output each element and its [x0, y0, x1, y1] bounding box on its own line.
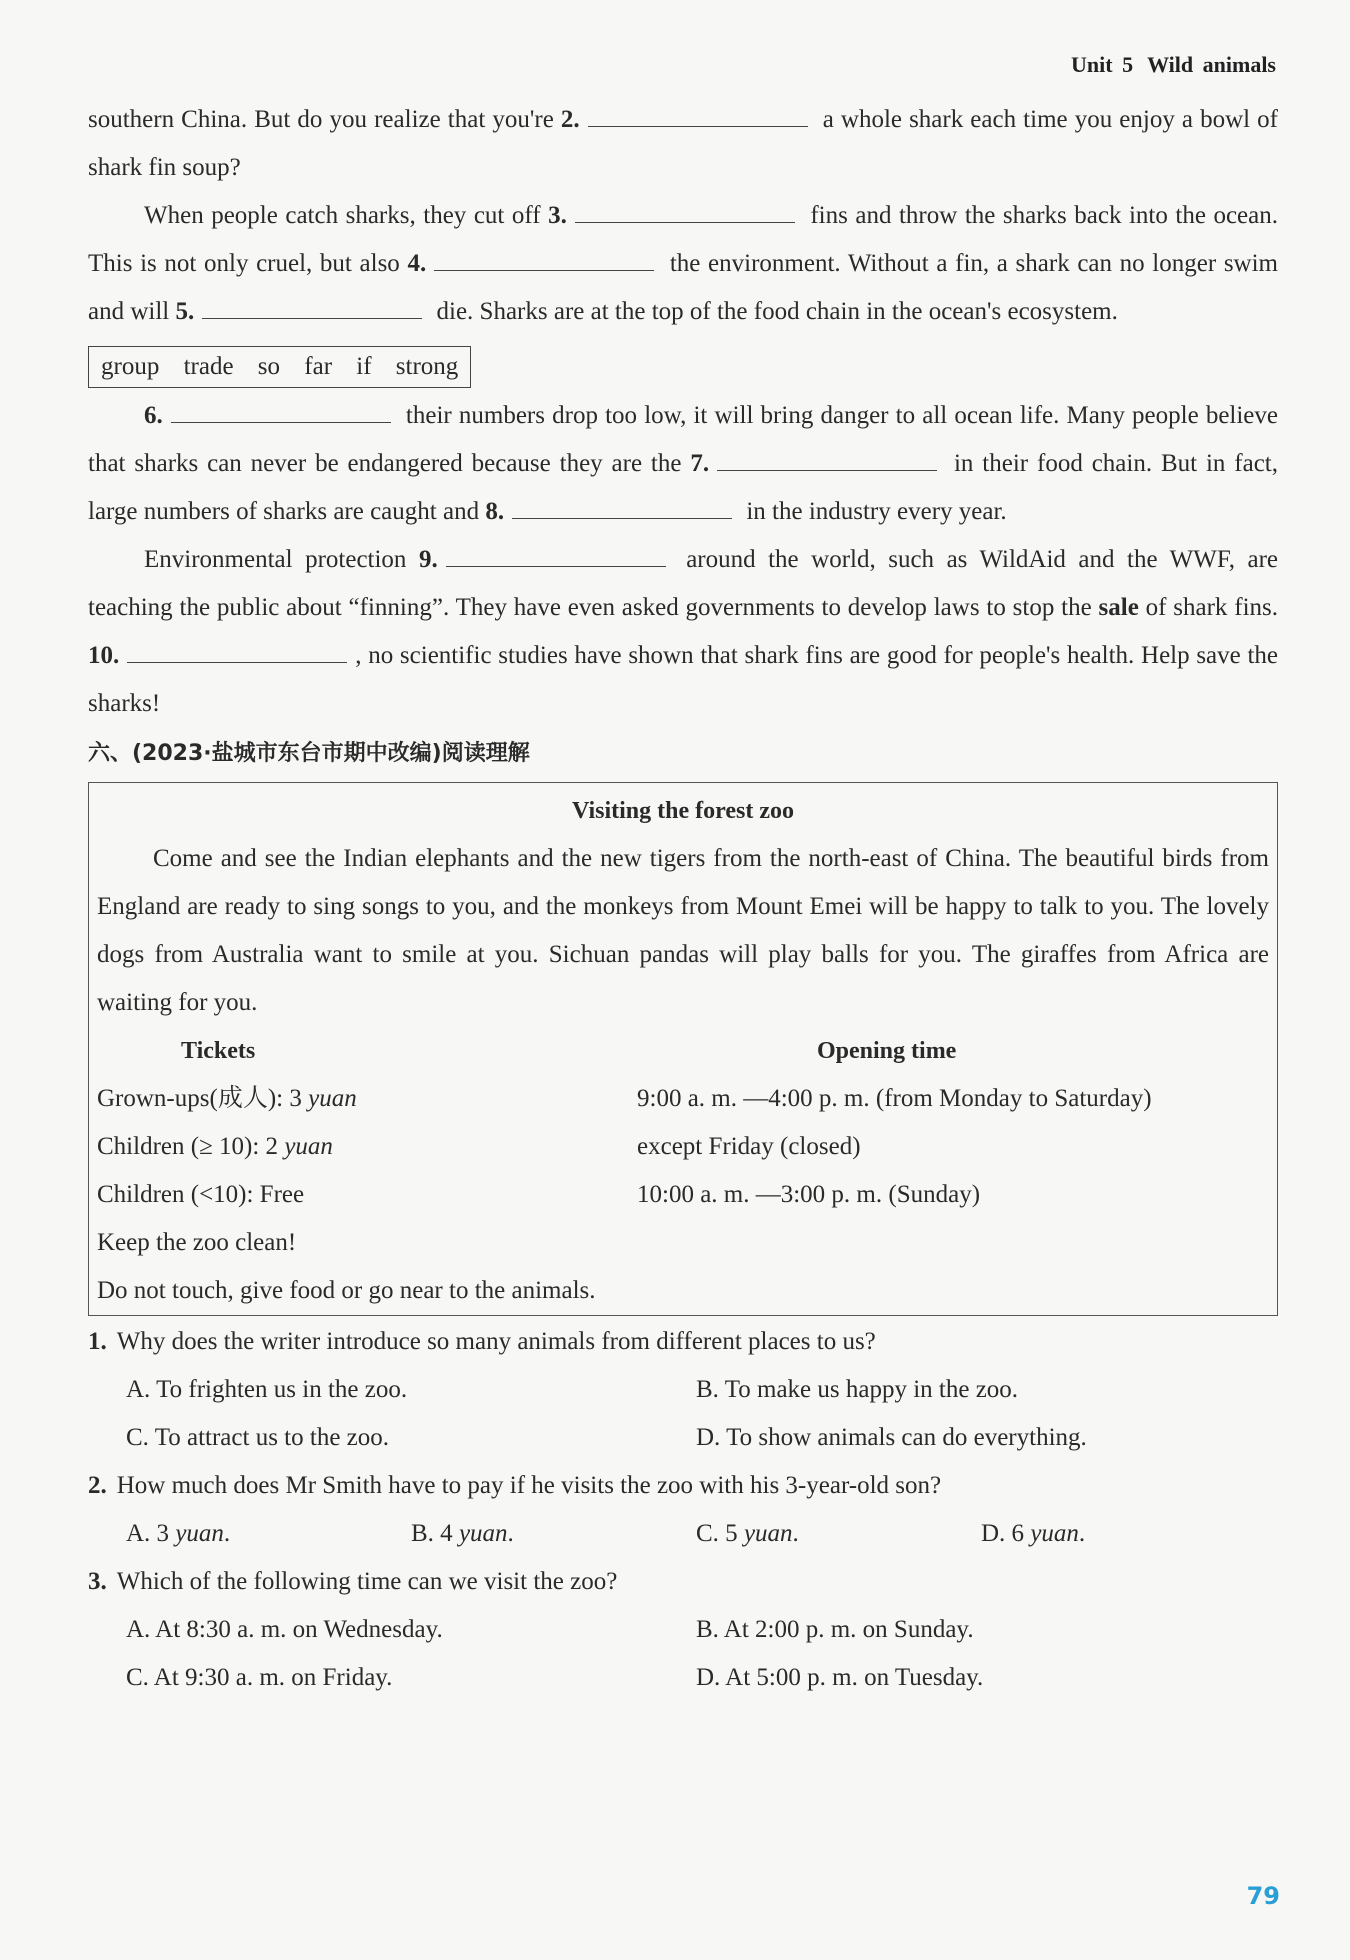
zoo-info-columns	[97, 1027, 1269, 1219]
question-3	[88, 1558, 1278, 1606]
text-run: a whole shark each time you enjoy a bowl of shark fin soup?	[88, 106, 1278, 181]
options-row	[88, 1606, 1278, 1654]
question-2	[88, 1462, 1278, 1510]
options-row	[88, 1414, 1278, 1462]
text-run: A. 3	[126, 1520, 176, 1547]
text-run: .	[507, 1520, 514, 1547]
options-row	[88, 1510, 1278, 1558]
blank-5[interactable]	[202, 296, 422, 319]
paragraph-2	[88, 192, 1278, 336]
blank-number: 6.	[144, 402, 163, 429]
text-run: D. 6	[981, 1520, 1031, 1547]
text-run: When people catch sharks, they cut off	[144, 202, 549, 229]
question-list	[88, 1318, 1278, 1702]
zoo-notice-box	[88, 782, 1278, 1316]
option-b[interactable]: B. To make us happy in the zoo.	[696, 1376, 1019, 1403]
text-run: in their food chain. But in fact, large numbers of sharks are caught and	[88, 450, 1278, 525]
text-run: B. 4	[411, 1520, 459, 1547]
question-number: 1.	[88, 1328, 107, 1355]
page-content	[88, 96, 1278, 1702]
page-header	[1071, 52, 1276, 78]
zoo-intro: Come and see the Indian elephants and the new tigers from the north-east of China. The beautiful birds from England are ready to sing songs to you, and the monkeys from Mount Emei will be happy to talk to you. The lovely dogs from Australia want to smile at you. Sichuan pandas will play balls for you. The giraffes from Africa are waiting for you.	[97, 845, 1269, 1016]
text-run: yuan	[1030, 1520, 1079, 1547]
text-run: .	[1078, 1520, 1086, 1547]
options-row	[88, 1654, 1278, 1702]
option-a[interactable]	[126, 1510, 411, 1558]
blank-2[interactable]	[588, 104, 808, 127]
text-run: around the world, such as WildAid and the WWF, are teaching the public about “finning”. They have even asked governments to develop laws to stop the	[88, 546, 1278, 621]
unit-title: Wild animals	[1147, 52, 1276, 77]
opening-row-weekdays: 9:00 a. m. —4:00 p. m. (from Monday to Saturday)	[637, 1085, 1152, 1112]
word-bank-box: group trade so far if strong	[88, 346, 471, 388]
text-run: yuan	[743, 1520, 793, 1547]
text-run: Children (≥ 10): 2	[97, 1133, 285, 1160]
unit-label: Unit 5	[1071, 52, 1134, 77]
blank-number: 4.	[407, 250, 427, 277]
text-run: fins and throw the sharks back into the ocean. This is not only cruel, but also	[88, 202, 1278, 277]
opening-heading: Opening time	[817, 1038, 957, 1064]
option-d[interactable]: D. At 5:00 p. m. on Tuesday.	[696, 1664, 984, 1691]
opening-row-except: except Friday (closed)	[637, 1133, 861, 1160]
text-run: their numbers drop too low, it will bring danger to all ocean life. Many people believe that sharks can never be endangered because they are the	[88, 402, 1278, 477]
paragraph-4	[88, 536, 1278, 728]
option-c[interactable]	[696, 1510, 981, 1558]
options-row	[88, 1366, 1278, 1414]
blank-3[interactable]	[575, 200, 795, 223]
tickets-heading: Tickets	[181, 1038, 256, 1064]
option-d[interactable]: D. To show animals can do everything.	[696, 1424, 1087, 1451]
paragraph-1	[88, 96, 1278, 192]
text-run: .	[792, 1520, 799, 1547]
text-run: southern China. But do you realize that you're	[88, 106, 561, 133]
blank-4[interactable]	[434, 248, 654, 271]
ticket-row-child-older	[97, 1123, 637, 1171]
option-c[interactable]: C. To attract us to the zoo.	[126, 1424, 390, 1451]
text-run: yuan	[308, 1085, 357, 1112]
question-number: 2.	[88, 1472, 107, 1499]
option-c[interactable]: C. At 9:30 a. m. on Friday.	[126, 1664, 393, 1691]
text-run: yuan	[284, 1133, 333, 1160]
question-text: Which of the following time can we visit the zoo?	[116, 1568, 618, 1595]
option-a[interactable]: A. To frighten us in the zoo.	[126, 1376, 408, 1403]
opening-column	[637, 1027, 1269, 1219]
section-6-title: 六、(2023·盐城市东台市期中改编)阅读理解	[88, 741, 530, 766]
blank-number: 8.	[485, 498, 505, 525]
text-run: yuan	[458, 1520, 508, 1547]
text-run: , no scientific studies have shown that shark fins are good for people's health. Help save the sharks!	[88, 642, 1278, 717]
option-b[interactable]: B. At 2:00 p. m. on Sunday.	[696, 1616, 974, 1643]
tickets-column	[97, 1027, 637, 1219]
question-number: 3.	[88, 1568, 107, 1595]
text-run: Environmental protection	[144, 546, 419, 573]
text-run: die. Sharks are at the top of the food chain in the ocean's ecosystem.	[430, 298, 1118, 325]
option-d[interactable]	[981, 1510, 1266, 1558]
text-run: yuan	[175, 1520, 224, 1547]
text-run: .	[223, 1520, 231, 1547]
question-1	[88, 1318, 1278, 1366]
page-number: 79	[1246, 1882, 1280, 1910]
text-run: Grown-ups(成人): 3	[97, 1085, 309, 1112]
paragraph-3	[88, 392, 1278, 536]
option-b[interactable]	[411, 1510, 696, 1558]
blank-7[interactable]	[717, 448, 937, 471]
ticket-row-adult	[97, 1075, 637, 1123]
blank-number: 7.	[690, 450, 710, 477]
blank-10[interactable]	[127, 640, 347, 663]
question-text: Why does the writer introduce so many animals from different places to us?	[116, 1328, 876, 1355]
blank-6[interactable]	[171, 400, 391, 423]
ticket-row-child-younger: Children (<10): Free	[97, 1181, 305, 1208]
bold-word-sale: sale	[1098, 594, 1139, 621]
zoo-rule-1: Keep the zoo clean!	[97, 1229, 297, 1256]
text-run: C. 5	[696, 1520, 744, 1547]
blank-number: 5.	[175, 298, 195, 325]
text-run: in the industry every year.	[740, 498, 1007, 525]
zoo-rule-2: Do not touch, give food or go near to the animals.	[97, 1277, 596, 1304]
option-a[interactable]: A. At 8:30 a. m. on Wednesday.	[126, 1616, 443, 1643]
blank-9[interactable]	[446, 544, 666, 567]
blank-number: 3.	[548, 202, 567, 229]
blank-number: 2.	[560, 106, 580, 133]
zoo-title: Visiting the forest zoo	[572, 798, 794, 824]
text-run: of shark fins.	[1138, 594, 1278, 621]
question-text: How much does Mr Smith have to pay if he visits the zoo with his 3-year-old son?	[116, 1472, 942, 1499]
text-run: the environment. Without a fin, a shark can no longer swim and will	[88, 250, 1278, 325]
opening-row-sunday: 10:00 a. m. —3:00 p. m. (Sunday)	[637, 1181, 981, 1208]
blank-number: 9.	[418, 546, 438, 573]
blank-8[interactable]	[512, 496, 732, 519]
blank-number: 10.	[88, 642, 120, 669]
